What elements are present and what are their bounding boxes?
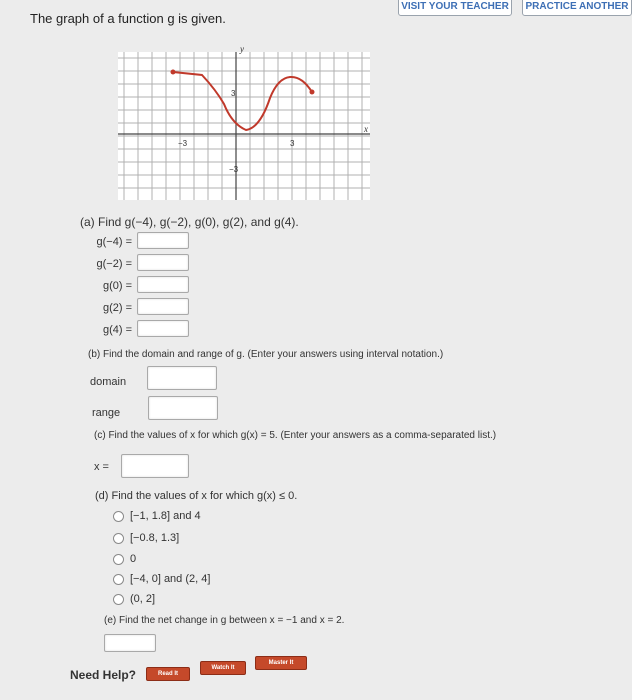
radio-option-5[interactable] xyxy=(113,594,124,605)
option-2[interactable] xyxy=(113,532,179,544)
part-a-label-1: g(−4) = xyxy=(96,236,132,248)
radio-option-3[interactable] xyxy=(113,554,124,565)
part-e-question: (e) Find the net change in g between x = −1 and x = 2. xyxy=(104,615,345,626)
y-tick-3: 3 xyxy=(231,89,236,98)
option-1[interactable] xyxy=(113,510,201,522)
option-3[interactable] xyxy=(113,553,136,565)
radio-option-1[interactable] xyxy=(113,511,124,522)
radio-option-4[interactable] xyxy=(113,574,124,585)
option-2-label: [−0.8, 1.3] xyxy=(130,532,180,544)
x-tick-3: 3 xyxy=(290,139,295,148)
g-0-input[interactable] xyxy=(137,276,189,293)
range-label: range xyxy=(92,407,121,419)
visit-teacher-button[interactable]: VISIT YOUR TEACHER xyxy=(398,0,512,16)
option-4[interactable] xyxy=(113,573,210,585)
part-c-question: (c) Find the values of x for which g(x) = 5. (Enter your answers as a comma-separated list.) xyxy=(94,430,497,441)
master-it-button[interactable]: Master It xyxy=(255,656,307,670)
part-c-x-label: x = xyxy=(94,461,109,473)
option-1-label: [−1, 1.8] and 4 xyxy=(130,510,201,522)
need-help-label: Need Help? xyxy=(70,668,137,682)
part-b-question: (b) Find the domain and range of g. (Enter your answers using interval notation.) xyxy=(88,349,444,360)
function-graph xyxy=(118,44,370,200)
y-tick-neg3: −3 xyxy=(229,165,239,174)
radio-option-2[interactable] xyxy=(113,533,124,544)
g-neg2-input[interactable] xyxy=(137,254,189,271)
g-2-input[interactable] xyxy=(137,298,189,315)
option-3-label: 0 xyxy=(130,553,137,565)
x-values-input[interactable] xyxy=(121,454,189,478)
x-tick-neg3: −3 xyxy=(178,139,188,148)
domain-input[interactable] xyxy=(147,366,217,390)
option-4-label: [−4, 0] and (2, 4] xyxy=(130,573,211,585)
x-axis-label: x xyxy=(364,124,368,134)
range-input[interactable] xyxy=(148,396,218,420)
watch-it-button[interactable]: Watch It xyxy=(200,661,246,675)
y-axis-label: y xyxy=(240,44,244,54)
part-a-label-5: g(4) = xyxy=(102,324,132,336)
part-a-question: (a) Find g(−4), g(−2), g(0), g(2), and g(4). xyxy=(80,215,299,229)
part-d-question: (d) Find the values of x for which g(x) ≤ 0. xyxy=(95,490,298,502)
net-change-input[interactable] xyxy=(104,634,156,652)
part-a-label-3: g(0) = xyxy=(102,280,132,292)
part-a-label-4: g(2) = xyxy=(102,302,132,314)
option-5-label: (0, 2] xyxy=(130,593,156,605)
part-a-label-2: g(−2) = xyxy=(96,258,132,270)
g-4-input[interactable] xyxy=(137,320,189,337)
curve-left-endpoint xyxy=(171,70,176,75)
domain-label: domain xyxy=(90,376,127,388)
read-it-button[interactable]: Read It xyxy=(146,667,190,681)
problem-intro: The graph of a function g is given. xyxy=(30,11,226,26)
g-neg4-input[interactable] xyxy=(137,232,189,249)
practice-another-button[interactable]: PRACTICE ANOTHER xyxy=(522,0,632,16)
curve-right-endpoint xyxy=(310,90,315,95)
option-5[interactable] xyxy=(113,593,155,605)
